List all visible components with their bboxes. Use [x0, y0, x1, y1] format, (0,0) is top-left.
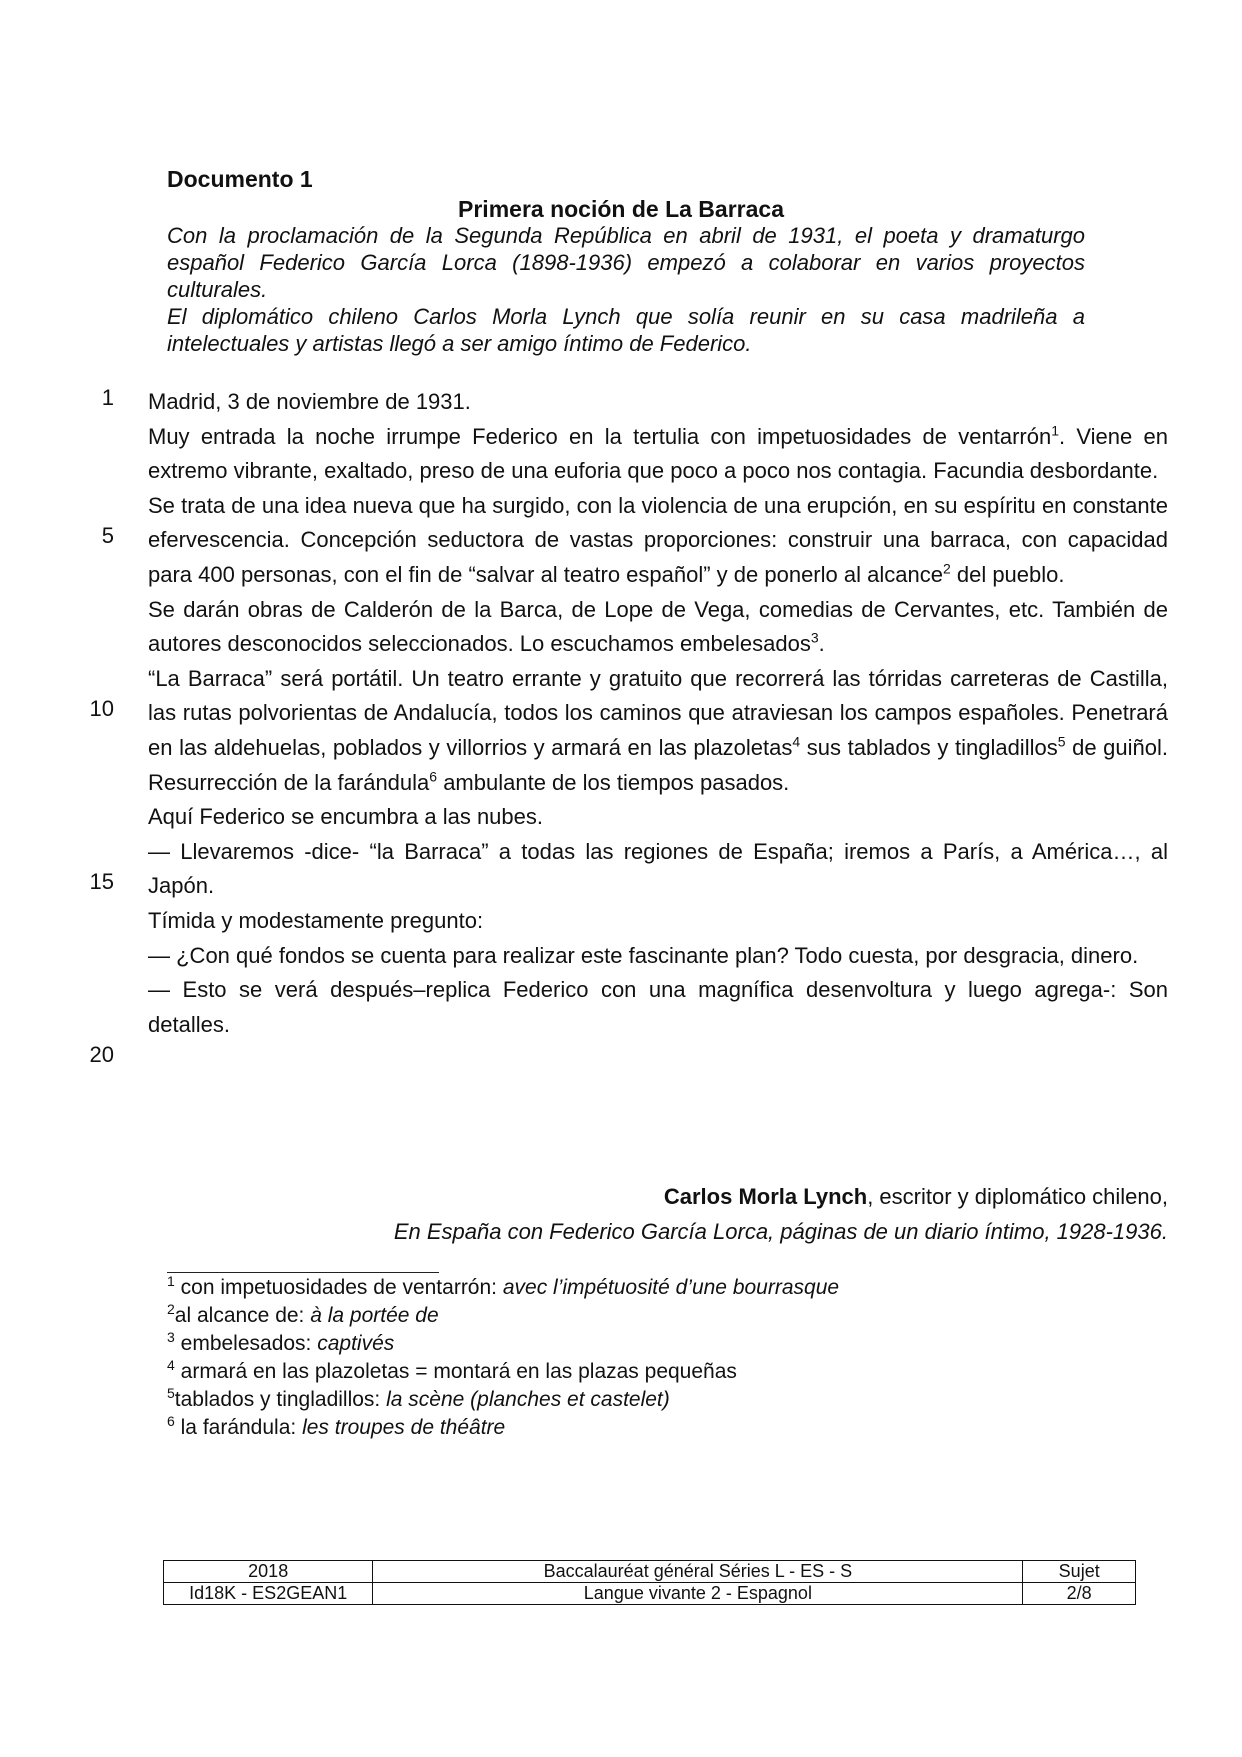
- footnote-number: 4: [167, 1357, 175, 1373]
- text-paragraph: Madrid, 3 de noviembre de 1931.: [148, 389, 471, 414]
- footnote-term: la farándula:: [180, 1416, 297, 1439]
- footer-type: Sujet: [1023, 1561, 1136, 1583]
- text-span: . Viene en extremo vibrante, exaltado, preso de una euforia que poco a poco nos contagia. Facundia desbordante.: [148, 423, 1168, 484]
- footnote-gloss: avec l’impétuosité d’une bourrasque: [502, 1276, 840, 1299]
- footnote: [167, 1330, 839, 1358]
- text-span: del pueblo.: [950, 561, 1065, 587]
- line-number: 15: [89, 869, 114, 894]
- text-span: Se darán obras de Calderón de la Barca, de Lope de Vega, comedias de Cervantes, etc. También de autores desconocidos seleccionados. Lo escuchamos embelesados: [148, 596, 1168, 657]
- footnote: [167, 1302, 839, 1330]
- footnote-number: 5: [167, 1385, 175, 1401]
- footnote-number: 1: [167, 1273, 175, 1289]
- footer-code: Id18K - ES2GEAN1: [164, 1583, 373, 1605]
- text-paragraph: [148, 593, 1168, 662]
- note-ref: 6: [429, 768, 438, 785]
- attribution: [394, 1180, 1168, 1249]
- footnote-term: al alcance de:: [174, 1304, 305, 1327]
- text-span: ambulante de los tiempos pasados.: [437, 769, 790, 795]
- note-ref: 1: [1051, 422, 1059, 439]
- main-text: [148, 385, 1168, 1042]
- text-span: sus tablados y tingladillos: [800, 734, 1058, 760]
- text-paragraph: — Llevaremos -dice- “la Barraca” a todas las regiones de España; iremos a París, a América…, al Japón.: [148, 838, 1168, 899]
- book-title: En España con Federico García Lorca, páginas de un diario íntimo, 1928-1936.: [393, 1218, 1168, 1244]
- note-ref: 3: [810, 629, 819, 646]
- text-span: de guiñol. Resurrección de la farándula: [148, 734, 1168, 795]
- footnote: [167, 1274, 839, 1302]
- text-paragraph: Aquí Federico se encumbra a las nubes.: [148, 804, 544, 830]
- author-role: , escritor y diplomático chileno,: [867, 1184, 1168, 1209]
- text-span: Muy entrada la noche irrumpe Federico en la tertulia con impetuosidades de ventarrón: [148, 423, 1052, 449]
- text-paragraph: [148, 662, 1168, 800]
- text-span: Se trata de una idea nueva que ha surgido, con la violencia de una erupción, en su espíritu en constante efervescencia. Concepción seductora de vastas proporciones: construir una barraca, con capacidad para 400 personas, con el fin de “salvar al teatro español” y de ponerlo al alcance: [148, 492, 1168, 587]
- footer-table: [163, 1560, 1136, 1605]
- footnote-gloss: les troupes de théâtre: [302, 1416, 506, 1439]
- intro-paragraph: Con la proclamación de la Segunda República en abril de 1931, el poeta y dramaturgo español Federico García Lorca (1898-1936) empezó a colaborar en varios proyectos culturales.: [167, 223, 1085, 302]
- attribution-line: [394, 1180, 1168, 1215]
- document-title: Primera noción de La Barraca: [458, 196, 784, 222]
- footer-year: 2018: [164, 1561, 373, 1583]
- footer-row: [164, 1561, 1136, 1583]
- footnotes: [167, 1274, 839, 1442]
- line-number: 10: [89, 696, 114, 721]
- footnote-gloss: à la portée de: [310, 1304, 439, 1327]
- footnote: [167, 1386, 839, 1414]
- note-ref: 4: [792, 733, 801, 750]
- footer-page: 2/8: [1023, 1583, 1136, 1605]
- document-label: Documento 1: [167, 166, 313, 192]
- footnote-rule: [167, 1272, 439, 1273]
- footnote-term: embelesados:: [180, 1332, 312, 1355]
- note-ref: 5: [1057, 733, 1066, 750]
- footnote-number: 6: [167, 1413, 175, 1429]
- text-paragraph: — ¿Con qué fondos se cuenta para realizar este fascinante plan? Todo cuesta, por desgracia, dinero.: [148, 942, 1139, 968]
- footnote-term: armará en las plazoletas = montará en las plazas pequeñas: [180, 1360, 737, 1383]
- text-span: .: [818, 631, 825, 657]
- line-number: 1: [101, 385, 114, 410]
- footer-row: [164, 1583, 1136, 1605]
- footnote-term: tablados y tingladillos:: [174, 1388, 381, 1411]
- footnote-number: 3: [167, 1329, 175, 1345]
- footer-subject: Langue vivante 2 - Espagnol: [373, 1583, 1023, 1605]
- footnote-gloss: captivés: [317, 1332, 395, 1355]
- text-span: “La Barraca” será portátil. Un teatro errante y gratuito que recorrerá las tórridas carreteras de Castilla, las rutas polvorientas de Andalucía, todos los caminos que atraviesan los campos españoles. Penetrará en las aldehuelas, poblados y villorrios y armará en las plazoletas: [148, 665, 1168, 760]
- footnote-number: 2: [167, 1301, 175, 1317]
- footer-exam: Baccalauréat général Séries L - ES - S: [373, 1561, 1023, 1583]
- line-number: 20: [89, 1042, 114, 1067]
- line-number: 5: [101, 523, 114, 548]
- author-name: Carlos Morla Lynch: [663, 1184, 868, 1209]
- text-paragraph: [148, 489, 1168, 593]
- footnote: [167, 1358, 839, 1386]
- text-paragraph: — Esto se verá después–replica Federico con una magnífica desenvoltura y luego agrega-: Son detalles.: [148, 977, 1168, 1037]
- footnote-gloss: la scène (planches et castelet): [386, 1388, 670, 1411]
- intro: [167, 222, 1085, 357]
- intro-paragraph: El diplomático chileno Carlos Morla Lynch que solía reunir en su casa madrileña a intelectuales y artistas llegó a ser amigo íntimo de Federico.: [167, 304, 1085, 356]
- footnote: [167, 1414, 839, 1442]
- note-ref: 2: [942, 560, 951, 577]
- footnote-term: con impetuosidades de ventarrón:: [180, 1276, 498, 1299]
- text-paragraph: [148, 420, 1168, 489]
- text-paragraph: Tímida y modestamente pregunto:: [148, 907, 484, 933]
